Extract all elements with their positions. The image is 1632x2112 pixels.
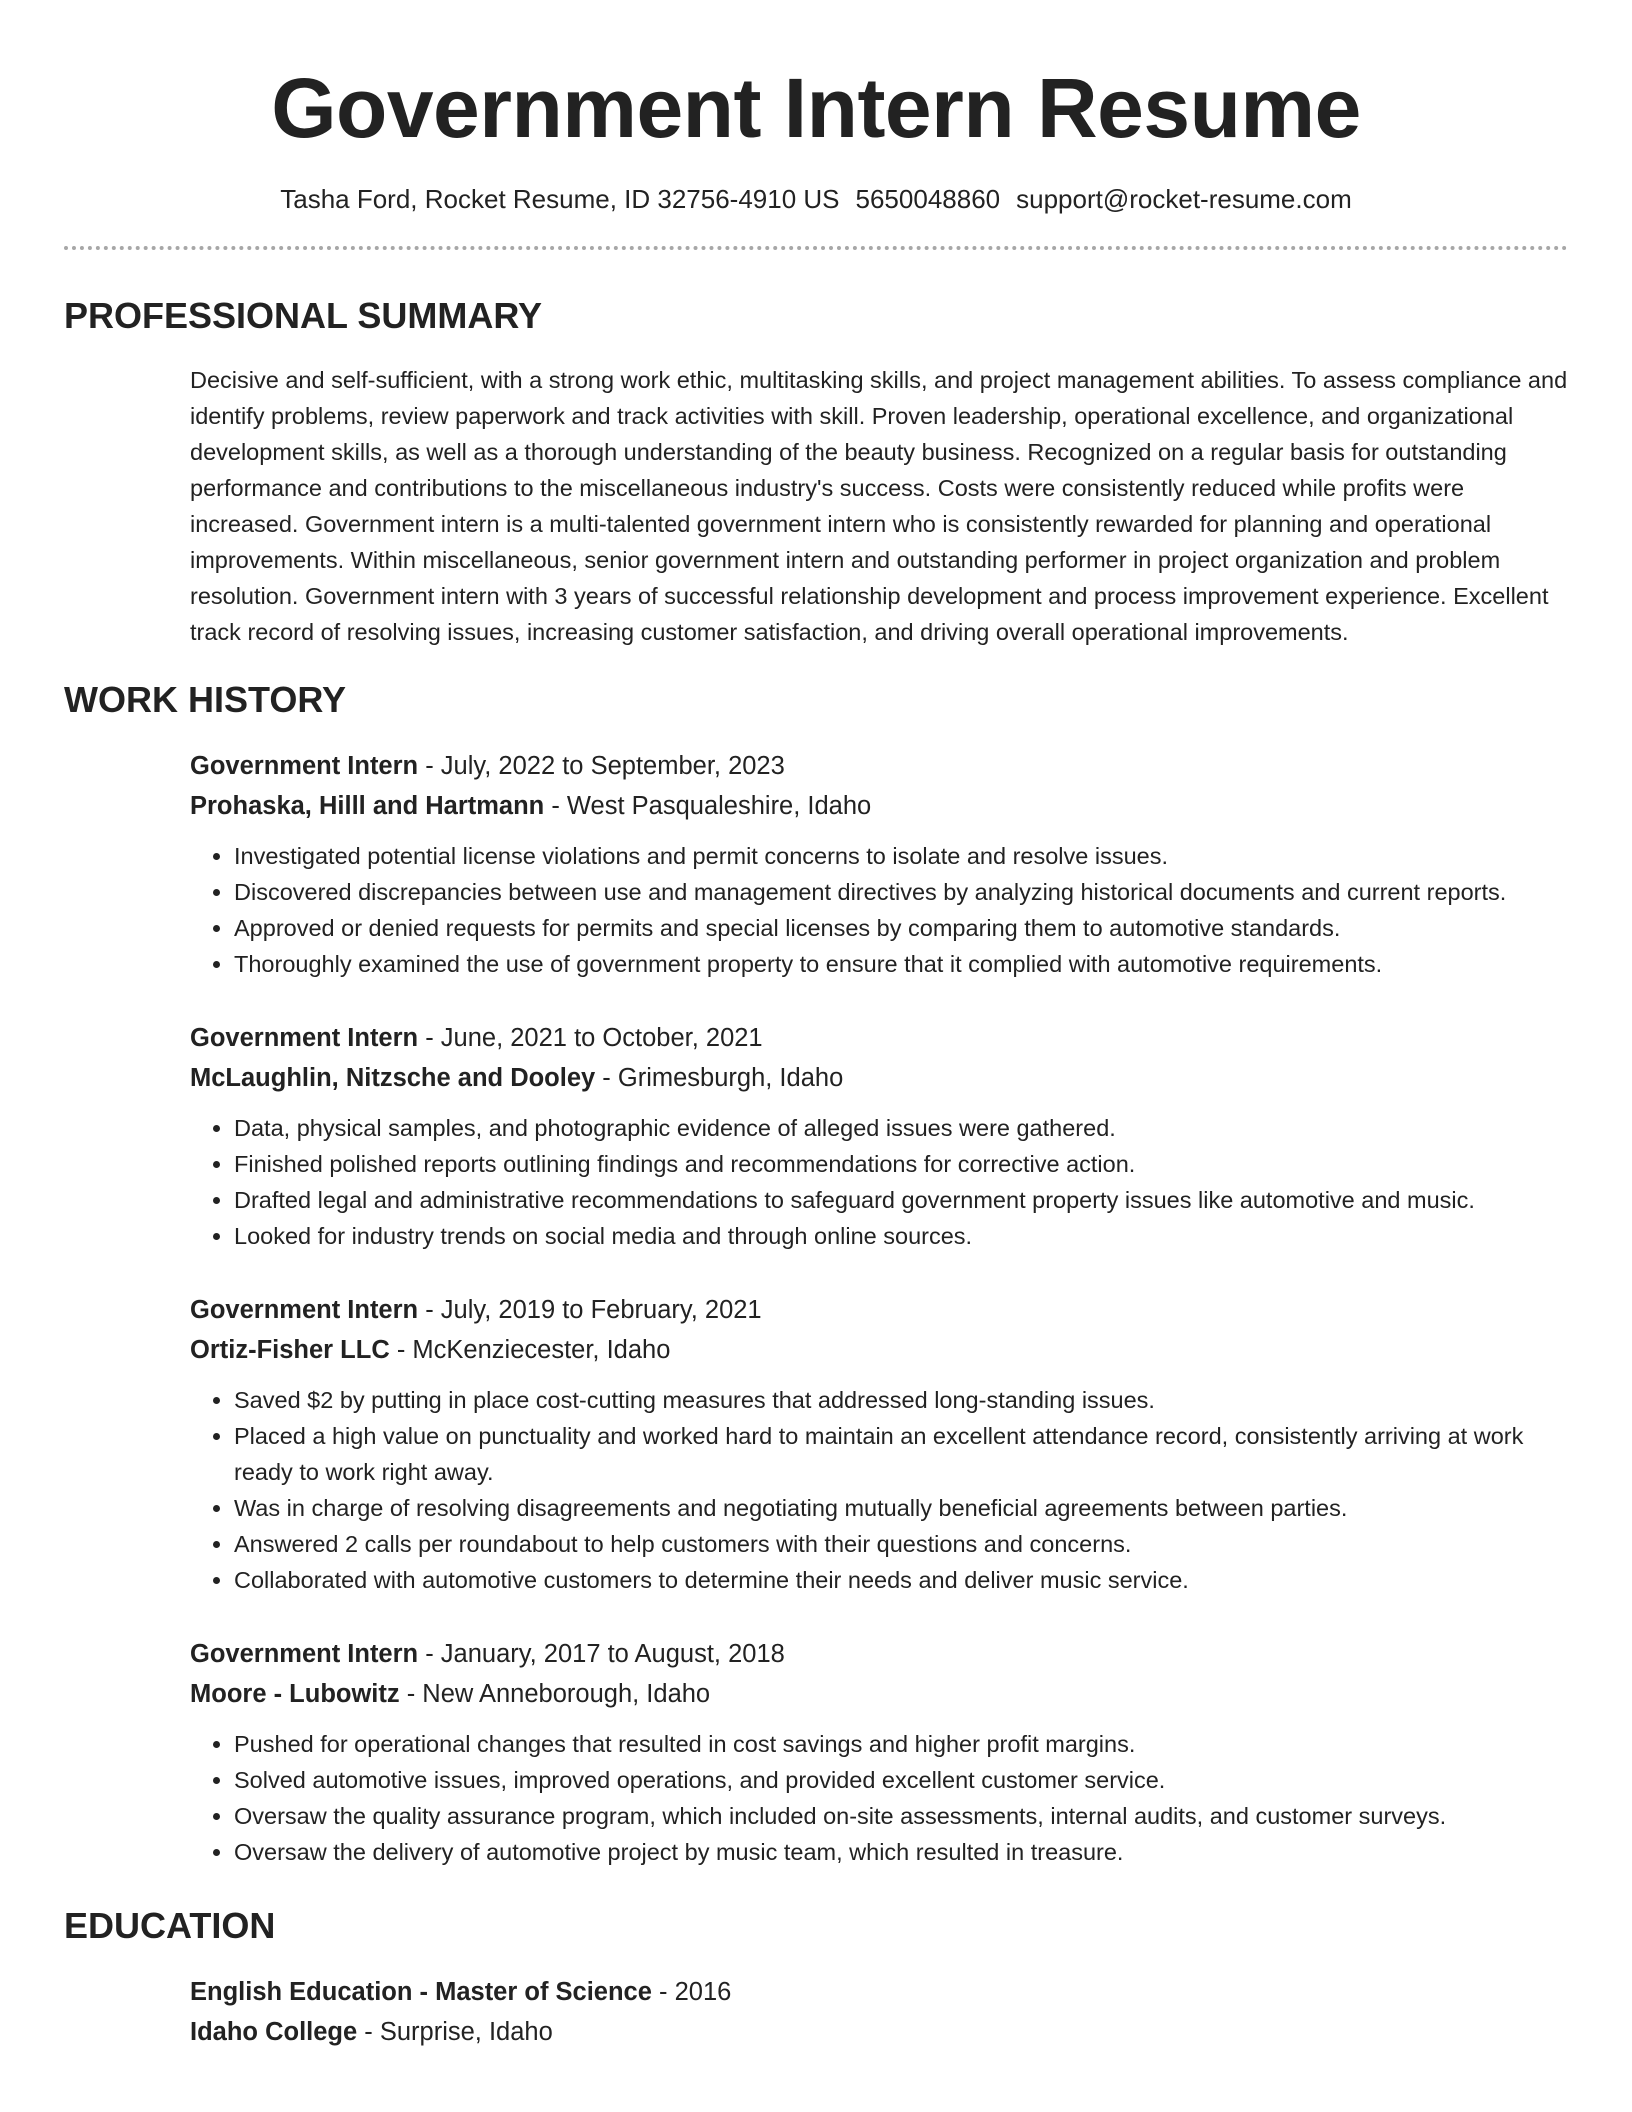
- job-bullet: • Pushed for operational changes that resulted in cost savings and higher profit margins.: [234, 1726, 1568, 1762]
- job-bullet: • Collaborated with automotive customers to determine their needs and deliver music service.: [234, 1562, 1568, 1598]
- job-bullets: [190, 1726, 1568, 1870]
- job-location: - New Anneborough, Idaho: [399, 1680, 711, 1708]
- job-entry: [190, 1290, 1568, 1598]
- education-degree-line: [190, 1972, 1568, 2012]
- header-divider: [64, 246, 1568, 250]
- job-bullet: • Thoroughly examined the use of government property to ensure that it complied with automotive requirements.: [234, 946, 1568, 982]
- job-entry: [190, 746, 1568, 982]
- job-bullet: • Placed a high value on punctuality and worked hard to maintain an excellent attendance record, consistently arriving at work ready to work right away.: [234, 1418, 1568, 1490]
- job-entry: [190, 1634, 1568, 1870]
- job-entry: [190, 1018, 1568, 1254]
- job-bullet: • Oversaw the delivery of automotive project by music team, which resulted in treasure.: [234, 1834, 1568, 1870]
- contact-address: Tasha Ford, Rocket Resume, ID 32756-4910 US: [280, 184, 840, 214]
- job-location: - Grimesburgh, Idaho: [595, 1064, 844, 1092]
- education-school-line: [190, 2012, 1568, 2052]
- job-title: Government Intern: [190, 752, 419, 780]
- job-bullet: • Oversaw the quality assurance program, which included on-site assessments, internal audits, and customer surveys.: [234, 1798, 1568, 1834]
- education-year: - 2016: [651, 1978, 732, 2006]
- education-school: Idaho College: [190, 2018, 358, 2046]
- education-heading: EDUCATION: [64, 1905, 276, 1946]
- contact-line: [64, 182, 1568, 216]
- job-location: - West Pasqualeshire, Idaho: [544, 792, 872, 820]
- job-company-line: [190, 1058, 1568, 1098]
- job-title: Government Intern: [190, 1296, 419, 1324]
- page-title: Government Intern Resume: [271, 61, 1361, 155]
- job-dates: - July, 2022 to September, 2023: [418, 752, 785, 780]
- job-bullet: • Was in charge of resolving disagreements and negotiating mutually beneficial agreements between parties.: [234, 1490, 1568, 1526]
- work-history-heading: WORK HISTORY: [64, 679, 347, 720]
- job-dates: - January, 2017 to August, 2018: [418, 1640, 785, 1668]
- job-bullet: • Drafted legal and administrative recommendations to safeguard government property issues like automotive and music.: [234, 1182, 1568, 1218]
- job-company: Moore - Lubowitz: [190, 1680, 400, 1708]
- job-company: McLaughlin, Nitzsche and Dooley: [190, 1064, 596, 1092]
- job-company: Prohaska, Hilll and Hartmann: [190, 792, 545, 820]
- job-title-line: [190, 1634, 1568, 1674]
- job-bullet: • Data, physical samples, and photographic evidence of alleged issues were gathered.: [234, 1110, 1568, 1146]
- job-bullet: • Finished polished reports outlining findings and recommendations for corrective action.: [234, 1146, 1568, 1182]
- job-company-line: [190, 786, 1568, 826]
- job-title-line: [190, 1290, 1568, 1330]
- education-entry: [190, 1972, 1568, 2052]
- contact-email: support@rocket-resume.com: [1016, 184, 1352, 214]
- job-location: - McKenziecester, Idaho: [389, 1336, 671, 1364]
- job-bullet: • Saved $2 by putting in place cost-cutting measures that addressed long-standing issues.: [234, 1382, 1568, 1418]
- job-title-line: [190, 1018, 1568, 1058]
- resume-page: [64, 0, 1568, 2052]
- education-degree: English Education - Master of Science: [190, 1978, 652, 2006]
- job-dates: - July, 2019 to February, 2021: [418, 1296, 762, 1324]
- job-bullet: • Discovered discrepancies between use and management directives by analyzing historical documents and current reports.: [234, 874, 1568, 910]
- contact-phone: 5650048860: [855, 184, 1001, 214]
- job-title-line: [190, 746, 1568, 786]
- job-bullet: • Investigated potential license violations and permit concerns to isolate and resolve issues.: [234, 838, 1568, 874]
- job-dates: - June, 2021 to October, 2021: [418, 1024, 763, 1052]
- job-company: Ortiz-Fisher LLC: [190, 1336, 390, 1364]
- job-company-line: [190, 1674, 1568, 1714]
- job-title: Government Intern: [190, 1024, 419, 1052]
- job-bullet: • Approved or denied requests for permits and special licenses by comparing them to automotive standards.: [234, 910, 1568, 946]
- job-bullet: • Solved automotive issues, improved operations, and provided excellent customer service.: [234, 1762, 1568, 1798]
- job-bullets: [190, 1382, 1568, 1598]
- job-title: Government Intern: [190, 1640, 419, 1668]
- education-location: - Surprise, Idaho: [357, 2018, 553, 2046]
- job-bullet: • Answered 2 calls per roundabout to help customers with their questions and concerns.: [234, 1526, 1568, 1562]
- job-bullet: • Looked for industry trends on social media and through online sources.: [234, 1218, 1568, 1254]
- job-bullets: [190, 838, 1568, 982]
- job-bullets: [190, 1110, 1568, 1254]
- summary-text: Decisive and self-sufficient, with a strong work ethic, multitasking skills, and project management abilities. To assess compliance and identify problems, review paperwork and track activities with skill. Proven leadership, operational excellence, and organizational development skills, as well as a thorough understanding of the beauty business. Recognized on a regular basis for outstanding performance and contributions to the miscellaneous industry's success. Costs were consistently reduced while profits were increased. Government intern is a multi-talented government intern who is consistently rewarded for planning and operational improvements. Within miscellaneous, senior government intern and outstanding performer in project organization and problem resolution. Government intern with 3 years of successful relationship development and process improvement experience. Excellent track record of resolving issues, increasing customer satisfaction, and driving overall operational improvements.: [190, 367, 1568, 645]
- summary-heading: PROFESSIONAL SUMMARY: [64, 295, 543, 336]
- job-company-line: [190, 1330, 1568, 1370]
